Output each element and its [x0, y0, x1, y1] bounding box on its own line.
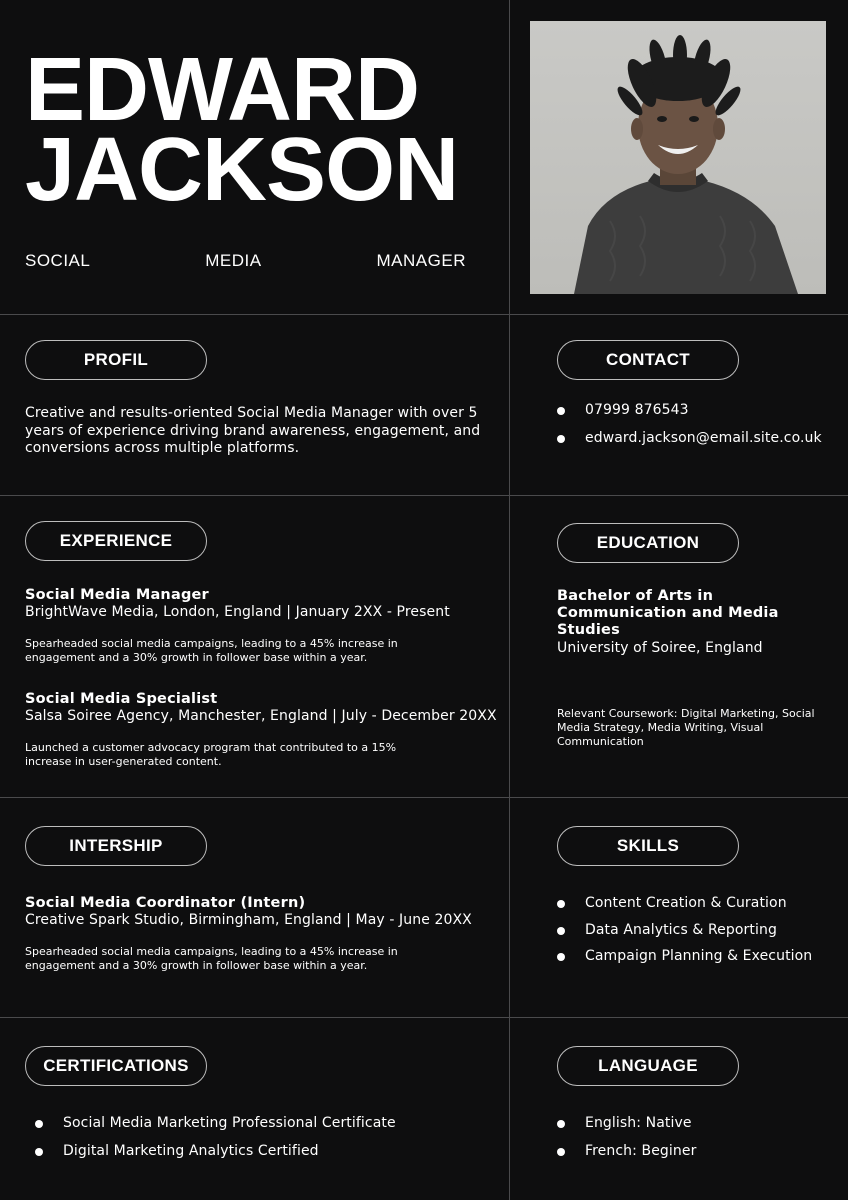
- skill-item: Data Analytics & Reporting: [557, 922, 812, 938]
- contact-heading: CONTACT: [557, 340, 739, 380]
- job-meta: BrightWave Media, London, England | January 2XX - Present: [25, 604, 450, 620]
- job-role: [25, 251, 466, 271]
- row-divider: [0, 1017, 848, 1018]
- job-description: Spearheaded social media campaigns, leading to a 45% increase in engagement and a 30% growth in follower base within a year.: [25, 637, 398, 664]
- internship-title: Social Media Coordinator (Intern): [25, 895, 306, 911]
- skill-item: Content Creation & Curation: [557, 895, 812, 911]
- degree-title: Bachelor of Arts in Communication and Media Studies: [557, 588, 779, 638]
- row-divider: [0, 495, 848, 496]
- first-name: EDWARD: [25, 40, 419, 140]
- skills-heading: SKILLS: [557, 826, 739, 866]
- role-word: SOCIAL: [25, 251, 91, 270]
- profile-text: Creative and results-oriented Social Media Manager with over 5 years of experience driving brand awareness, engagement, and conversions across multiple platforms.: [25, 405, 481, 456]
- column-divider: [509, 0, 510, 1200]
- internship-heading: INTERSHIP: [25, 826, 207, 866]
- language-heading: LANGUAGE: [557, 1046, 739, 1086]
- experience-heading: EXPERIENCE: [25, 521, 207, 561]
- skills-list: [557, 895, 812, 964]
- language-list: [557, 1115, 696, 1159]
- role-word: MANAGER: [376, 251, 466, 270]
- skill-item: Campaign Planning & Execution: [557, 948, 812, 964]
- internship-description: Spearheaded social media campaigns, leading to a 45% increase in engagement and a 30% growth in follower base within a year.: [25, 945, 398, 972]
- school-name: University of Soiree, England: [557, 640, 763, 656]
- job-title: Social Media Manager: [25, 587, 209, 603]
- coursework-text: Relevant Coursework: Digital Marketing, Social Media Strategy, Media Writing, Visual Communication: [557, 707, 815, 748]
- profile-photo: [530, 21, 826, 294]
- row-divider: [0, 797, 848, 798]
- profile-heading: PROFIL: [25, 340, 207, 380]
- phone-number: 07999 876543: [557, 402, 822, 418]
- internship-meta: Creative Spark Studio, Birmingham, England | May - June 20XX: [25, 912, 472, 928]
- job-description: Launched a customer advocacy program that contributed to a 15% increase in user-generated content.: [25, 741, 397, 768]
- certification-item: Digital Marketing Analytics Certified: [35, 1143, 396, 1159]
- portrait-illustration: [530, 21, 826, 294]
- certifications-list: [35, 1115, 396, 1159]
- role-word: MEDIA: [205, 251, 262, 270]
- certifications-heading: CERTIFICATIONS: [25, 1046, 207, 1086]
- contact-list: [557, 402, 822, 446]
- language-item: French: Beginer: [557, 1143, 696, 1159]
- job-meta: Salsa Soiree Agency, Manchester, England | July - December 20XX: [25, 708, 497, 724]
- education-heading: EDUCATION: [557, 523, 739, 563]
- job-title: Social Media Specialist: [25, 691, 218, 707]
- language-item: English: Native: [557, 1115, 696, 1131]
- last-name: JACKSON: [25, 120, 459, 220]
- email-address: edward.jackson@email.site.co.uk: [557, 430, 822, 446]
- full-name: [25, 40, 459, 220]
- row-divider: [0, 314, 848, 315]
- certification-item: Social Media Marketing Professional Certificate: [35, 1115, 396, 1131]
